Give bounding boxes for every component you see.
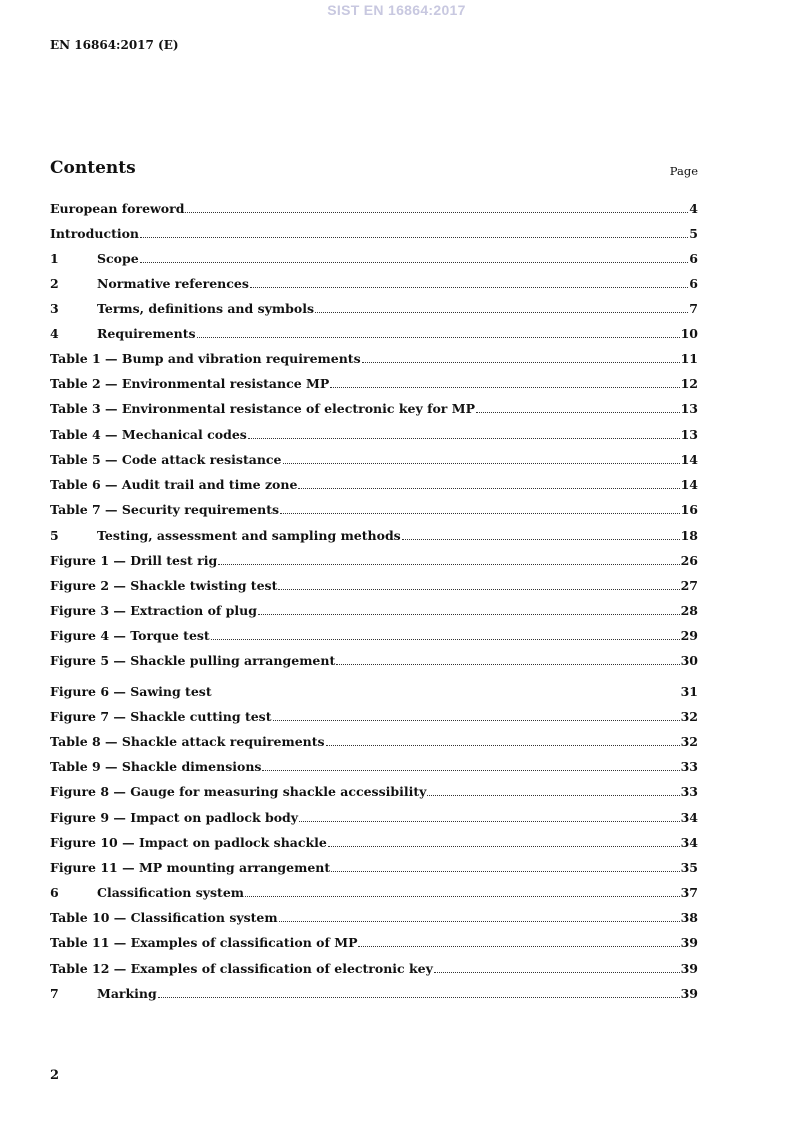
toc-entry-title: Figure 7 — Shackle cutting test [50, 709, 272, 724]
toc-entry-title: Table 2 — Environmental resistance MP [50, 376, 330, 391]
toc-dot-leader [140, 261, 689, 263]
toc-entry-title: Figure 8 — Gauge for measuring shackle accessibility [50, 784, 427, 799]
toc-entry-page: 18 [680, 528, 698, 543]
toc-dot-leader [402, 538, 680, 540]
toc-entry[interactable] [50, 859, 698, 877]
toc-dot-leader [298, 487, 679, 489]
toc-dot-leader [250, 286, 688, 288]
toc-entry-title: Figure 2 — Shackle twisting test [50, 578, 278, 593]
toc-dot-leader [358, 945, 679, 947]
toc-entry[interactable] [50, 375, 698, 393]
toc-dot-leader [427, 794, 679, 796]
toc-entry-page: 33 [680, 759, 698, 774]
toc-entry-number: 1 [50, 251, 59, 266]
toc-entry-page: 11 [680, 351, 698, 366]
toc-entry-title: Table 7 — Security requirements [50, 502, 280, 517]
toc-entry-title: Table 9 — Shackle dimensions [50, 759, 262, 774]
toc-entry-title: Table 4 — Mechanical codes [50, 427, 247, 442]
toc-entry-page: 30 [680, 653, 698, 668]
toc-entry[interactable] [50, 350, 698, 368]
toc-entry[interactable] [50, 652, 698, 670]
toc-entry-title: Classification system [97, 885, 245, 900]
toc-entry-title: Scope [97, 251, 139, 266]
toc-dot-leader [279, 920, 680, 922]
toc-entry[interactable] [50, 527, 698, 545]
page-column-heading: Page [669, 164, 698, 178]
toc-entry[interactable] [50, 834, 698, 852]
toc-dot-leader [476, 411, 680, 413]
toc-entry[interactable] [50, 934, 698, 952]
toc-entry[interactable] [50, 602, 698, 620]
toc-entry-title: Figure 5 — Shackle pulling arrangement [50, 653, 336, 668]
toc-entry[interactable] [50, 200, 698, 218]
toc-entry[interactable] [50, 426, 698, 444]
toc-entry-page: 31 [680, 684, 698, 699]
toc-entry-page: 4 [689, 201, 698, 216]
toc-entry-title: Table 12 — Examples of classification of electronic key [50, 961, 433, 976]
toc-entry-title: Testing, assessment and sampling methods [97, 528, 401, 543]
contents-title: Contents [50, 158, 136, 178]
toc-entry-title: Table 6 — Audit trail and time zone [50, 477, 298, 492]
toc-entry-page: 34 [680, 835, 698, 850]
toc-entry-page: 14 [680, 477, 698, 492]
toc-entry-title: Table 5 — Code attack resistance [50, 452, 282, 467]
toc-entry-page: 29 [680, 628, 698, 643]
toc-entry-page: 37 [680, 885, 698, 900]
toc-dot-leader [280, 512, 680, 514]
toc-entry[interactable] [50, 552, 698, 570]
toc-dot-leader [434, 971, 680, 973]
toc-dot-leader [245, 895, 680, 897]
toc-entry[interactable] [50, 733, 698, 751]
toc-entry-page: 35 [680, 860, 698, 875]
toc-entry-page: 34 [680, 810, 698, 825]
toc-entry-number: 4 [50, 326, 59, 341]
toc-dot-leader [336, 663, 679, 665]
toc-dot-leader [273, 719, 680, 721]
toc-entry-page: 6 [689, 276, 698, 291]
toc-entry-title: Figure 10 — Impact on padlock shackle [50, 835, 327, 850]
toc-dot-leader [248, 437, 680, 439]
toc-dot-leader [283, 462, 680, 464]
toc-entry[interactable] [50, 985, 698, 1003]
toc-entry-title: Table 1 — Bump and vibration requirements [50, 351, 361, 366]
toc-entry[interactable] [50, 683, 698, 701]
toc-entry[interactable] [50, 884, 698, 902]
toc-dot-leader [140, 236, 688, 238]
toc-entry[interactable] [50, 476, 698, 494]
toc-dot-leader [331, 870, 679, 872]
toc-entry-number: 2 [50, 276, 59, 291]
toc-entry-title: Introduction [50, 226, 140, 241]
toc-dot-leader [328, 845, 680, 847]
toc-entry-number: 5 [50, 528, 59, 543]
toc-entry-page: 16 [680, 502, 698, 517]
toc-dot-leader [197, 336, 680, 338]
page-number: 2 [50, 1068, 60, 1083]
toc-entry-page: 13 [680, 401, 698, 416]
toc-entry-page: 26 [680, 553, 698, 568]
toc-entry[interactable] [50, 758, 698, 776]
toc-entry[interactable] [50, 783, 698, 801]
toc-dot-leader [330, 386, 679, 388]
toc-entry-title: European foreword [50, 201, 185, 216]
toc-entry-page: 10 [680, 326, 698, 341]
toc-entry[interactable] [50, 501, 698, 519]
toc-entry-page: 28 [680, 603, 698, 618]
toc-entry-title: Normative references [97, 276, 249, 291]
toc-entry[interactable] [50, 627, 698, 645]
toc-entry[interactable] [50, 400, 698, 418]
toc-entry[interactable] [50, 960, 698, 978]
toc-entry[interactable] [50, 325, 698, 343]
toc-dot-leader [278, 588, 679, 590]
toc-entry-page: 27 [680, 578, 698, 593]
toc-entry[interactable] [50, 225, 698, 243]
toc-entry-page: 32 [680, 709, 698, 724]
toc-dot-leader [326, 744, 680, 746]
toc-entry[interactable] [50, 577, 698, 595]
toc-dot-leader [213, 695, 680, 696]
toc-entry-title: Table 10 — Classification system [50, 910, 278, 925]
toc-entry-page: 6 [689, 251, 698, 266]
toc-entry-number: 3 [50, 301, 59, 316]
toc-dot-leader [185, 211, 688, 213]
toc-entry-title: Terms, definitions and symbols [97, 301, 314, 316]
toc-entry-page: 39 [680, 986, 698, 1001]
toc-entry-title: Marking [97, 986, 157, 1001]
toc-dot-leader [218, 563, 679, 565]
toc-entry-title: Table 11 — Examples of classification of MP [50, 935, 358, 950]
toc-dot-leader [211, 638, 680, 640]
toc-entry[interactable] [50, 909, 698, 927]
toc-entry[interactable] [50, 300, 698, 318]
toc-entry[interactable] [50, 451, 698, 469]
toc-entry-page: 5 [689, 226, 698, 241]
toc-entry-title: Figure 3 — Extraction of plug [50, 603, 257, 618]
toc-entry-number: 6 [50, 885, 59, 900]
toc-dot-leader [258, 613, 680, 615]
toc-entry-page: 39 [680, 961, 698, 976]
toc-entry-page: 33 [680, 784, 698, 799]
toc-entry-title: Figure 4 — Torque test [50, 628, 210, 643]
toc-entry-page: 12 [680, 376, 698, 391]
toc-entry-page: 14 [680, 452, 698, 467]
toc-dot-leader [262, 769, 679, 771]
toc-entry-title: Figure 9 — Impact on padlock body [50, 810, 299, 825]
toc-dot-leader [362, 361, 680, 363]
toc-entry-title: Table 8 — Shackle attack requirements [50, 734, 325, 749]
toc-entry-page: 7 [689, 301, 698, 316]
toc-entry-page: 38 [680, 910, 698, 925]
toc-entry-title: Figure 1 — Drill test rig [50, 553, 218, 568]
toc-entry-title: Figure 11 — MP mounting arrangement [50, 860, 331, 875]
toc-entry-page: 32 [680, 734, 698, 749]
toc-entry-page: 39 [680, 935, 698, 950]
toc-entry-title: Requirements [97, 326, 196, 341]
toc-dot-leader [299, 820, 680, 822]
toc-entry-title: Table 3 — Environmental resistance of electronic key for MP [50, 401, 475, 416]
document-id: EN 16864:2017 (E) [50, 38, 179, 52]
toc-dot-leader [158, 996, 680, 998]
watermark-text: SIST EN 16864:2017 [327, 2, 466, 18]
toc-entry-title: Figure 6 — Sawing test [50, 684, 212, 699]
toc-dot-leader [315, 311, 688, 313]
toc-entry[interactable] [50, 275, 698, 293]
toc-entry[interactable] [50, 250, 698, 268]
toc-entry[interactable] [50, 708, 698, 726]
toc-entry[interactable] [50, 809, 698, 827]
toc-entry-page: 13 [680, 427, 698, 442]
toc-entry-number: 7 [50, 986, 59, 1001]
